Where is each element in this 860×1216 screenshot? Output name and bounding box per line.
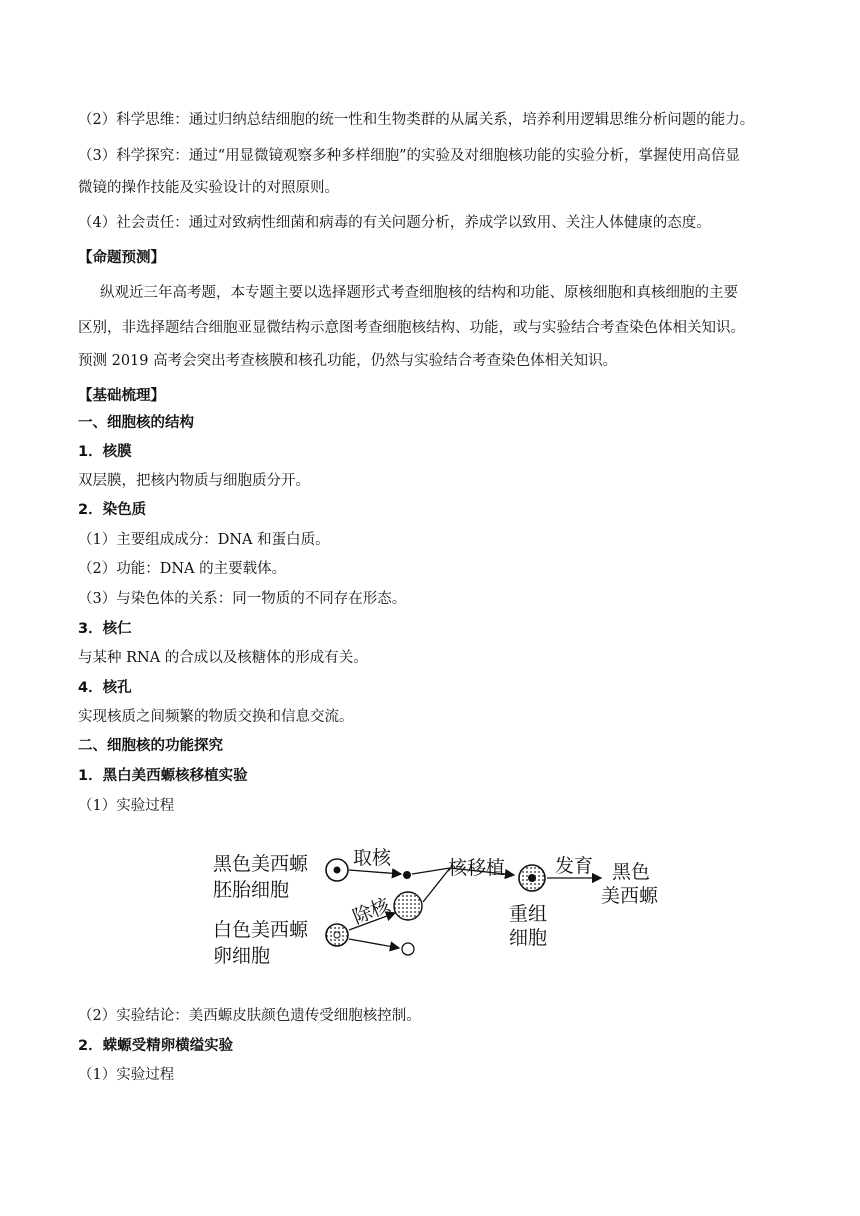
objective-science-inquiry: （3）科学探究：通过“用显微镜观察多种多样细胞”的实验及对细胞核功能的实验分析，掌握使用高倍显 (78, 148, 741, 164)
text-chromatin-relation: （3）与染色体的关系：同一物质的不同存在形态。 (78, 591, 407, 607)
text-experiment-conclusion: （2）实验结论：美西螈皮肤颜色遗传受细胞核控制。 (78, 1008, 421, 1024)
label-develop: 发育 (555, 855, 594, 877)
prediction-paragraph-line1: 纵观近三年高考题，本专题主要以选择题形式考查细胞核的结构和功能、原核细胞和真核细胞的主要 (100, 285, 738, 301)
text-chromatin-composition: （1）主要组成成分：DNA 和蛋白质。 (78, 532, 330, 548)
text-chromatin-function: （2）功能：DNA 的主要载体。 (78, 561, 287, 577)
label-recombined: 重组 (509, 903, 548, 925)
section-nucleus-function: 二、细胞核的功能探究 (78, 738, 223, 754)
subheading-nuclear-envelope: 1．核膜 (78, 444, 132, 460)
arrow-take-nucleus (349, 870, 401, 874)
label-result-black: 黑色 (612, 861, 651, 883)
line-join-top (412, 868, 450, 874)
subheading-nucleolus: 3．核仁 (78, 621, 132, 637)
label-black-axolotl: 黑色美西螈 (213, 853, 309, 875)
black-nucleus-shape (334, 867, 341, 874)
text-experiment-process-2: （1）实验过程 (78, 1067, 175, 1083)
subheading-newt-experiment: 2．蝾螈受精卵横缢实验 (78, 1038, 234, 1054)
label-result-axolotl: 美西螈 (601, 885, 659, 907)
label-white-axolotl: 白色美西螈 (213, 919, 309, 941)
text-nuclear-envelope: 双层膜，把核内物质与细胞质分开。 (78, 473, 310, 489)
arrow-removed-nucleus (349, 939, 399, 948)
text-experiment-process-1: （1）实验过程 (78, 798, 175, 814)
label-egg-cell: 卵细胞 (213, 945, 271, 967)
nuclear-transplant-diagram (205, 838, 675, 978)
heading-basics: 【基础梳理】 (78, 388, 165, 404)
objective-science-thinking: （2）科学思维：通过归纳总结细胞的统一性和生物类群的从属关系，培养利用逻辑思维分析问题的能力。 (78, 112, 755, 128)
prediction-paragraph-line2: 区别，非选择题结合细胞亚显微结构示意图考查细胞核结构、功能，或与实验结合考查染色体相关知识。 (78, 320, 745, 336)
prediction-paragraph-line3: 预测 2019 高考会突出考查核膜和核孔功能，仍然与实验结合考查染色体相关知识。 (78, 353, 618, 369)
subheading-nuclear-pore: 4．核孔 (78, 680, 132, 696)
removed-nucleus-shape (402, 943, 414, 955)
enucleated-egg-shape (394, 892, 422, 920)
line-join-bottom (423, 868, 450, 902)
recombined-nucleus-shape (528, 874, 536, 882)
objective-science-inquiry-cont: 微镜的操作技能及实验设计的对照原则。 (78, 180, 339, 196)
text-nuclear-pore: 实现核质之间频繁的物质交换和信息交流。 (78, 709, 354, 725)
extracted-nucleus-shape (403, 871, 411, 879)
white-nucleus-shape (334, 932, 340, 938)
label-recombined-cell: 细胞 (509, 927, 548, 949)
section-nucleus-structure: 一、细胞核的结构 (78, 415, 194, 431)
subheading-chromatin: 2．染色质 (78, 502, 147, 518)
label-take-nucleus: 取核 (353, 847, 392, 869)
heading-prediction: 【命题预测】 (78, 250, 165, 266)
label-transplant: 核移植 (448, 857, 506, 879)
objective-social-responsibility: （4）社会责任：通过对致病性细菌和病毒的有关问题分析，养成学以致用、关注人体健康的态度。 (78, 215, 711, 231)
text-nucleolus: 与某种 RNA 的合成以及核糖体的形成有关。 (78, 650, 368, 666)
subheading-axolotl-experiment: 1．黑白美西螈核移植实验 (78, 768, 248, 784)
label-embryo-cell: 胚胎细胞 (213, 879, 290, 901)
label-remove-nucleus: 除核 (349, 894, 394, 929)
